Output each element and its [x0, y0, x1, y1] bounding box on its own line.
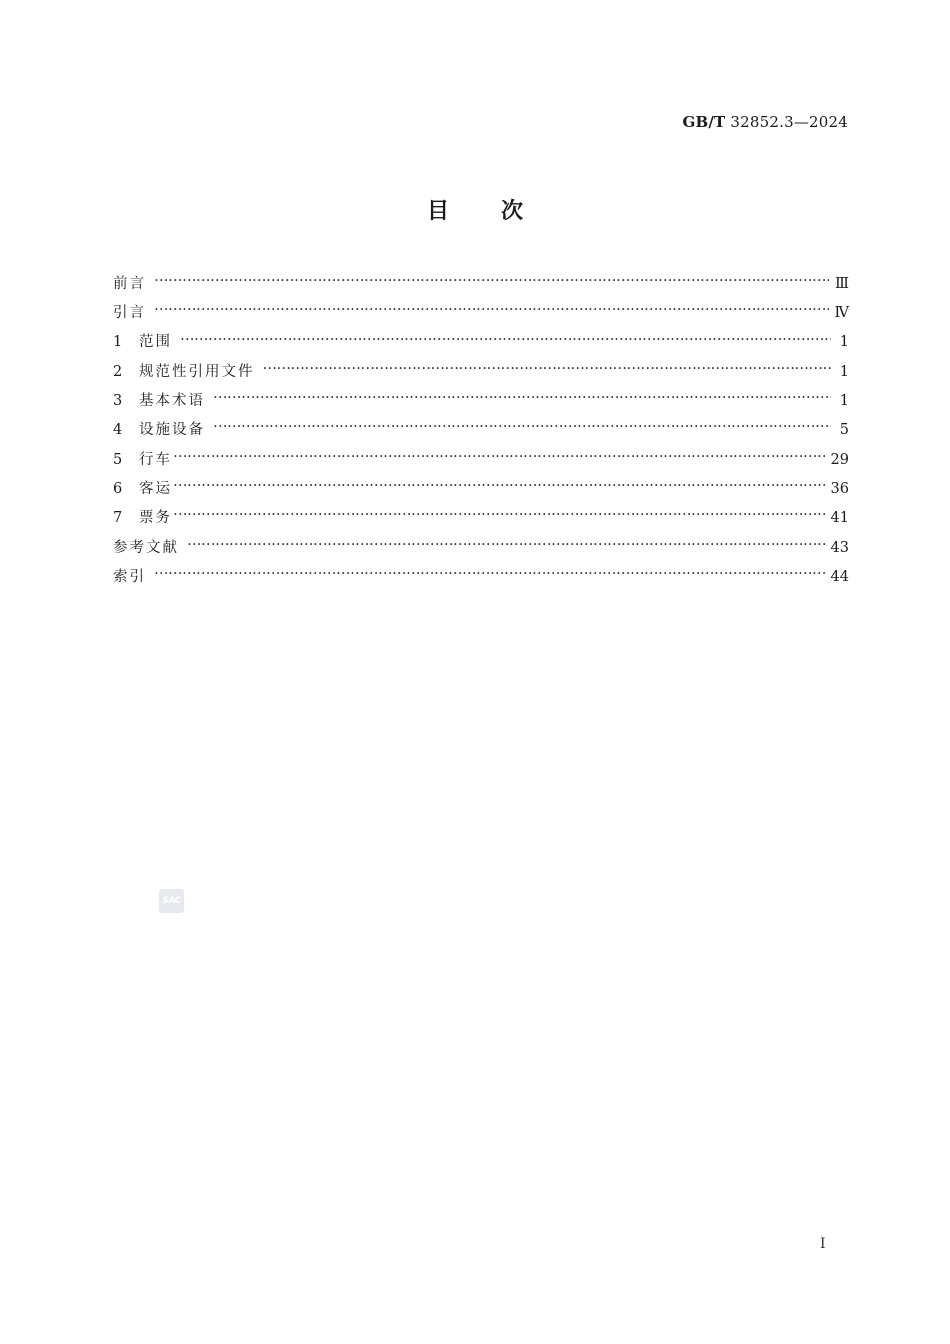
toc-dot-leader	[180, 328, 831, 347]
toc-entry-page: 29	[830, 451, 849, 468]
toc-entry-page: 1	[839, 363, 849, 380]
toc-entry-label: 规范性引用文件	[139, 363, 255, 380]
toc-entry[interactable]	[113, 445, 849, 474]
toc-entry[interactable]	[113, 562, 849, 591]
toc-entry-label: 客运	[139, 480, 172, 497]
toc-entry-number: 4	[113, 422, 123, 439]
toc-entry-label: 票务	[139, 510, 172, 527]
toc-entry-page: 44	[830, 568, 849, 585]
toc-entry-page: 41	[830, 510, 849, 527]
toc-entry-label: 前言	[113, 275, 146, 292]
toc-entry[interactable]	[113, 415, 849, 444]
toc-entry-page: 43	[830, 539, 849, 556]
toc-entry-number: 2	[113, 363, 123, 380]
toc-entry[interactable]	[113, 298, 849, 327]
toc-dot-leader	[173, 445, 825, 464]
toc-entry-label: 设施设备	[139, 422, 205, 439]
toc-entry-label: 参考文献	[113, 539, 179, 556]
toc-entry-label: 引言	[113, 305, 146, 322]
toc-dot-leader	[213, 386, 831, 405]
toc-entry-number: 5	[113, 451, 123, 468]
toc-entry[interactable]	[113, 503, 849, 532]
sac-logo: SAC	[159, 889, 184, 913]
toc-entry-number: 3	[113, 393, 123, 410]
toc-dot-leader	[173, 474, 825, 493]
standard-code	[682, 113, 848, 131]
toc-entry-page: 1	[839, 393, 849, 410]
standard-prefix: GB/T	[682, 113, 726, 131]
toc-entry[interactable]	[113, 386, 849, 415]
toc-entry-page: 1	[839, 334, 849, 351]
toc-entry-number: 7	[113, 510, 123, 527]
toc-entry[interactable]	[113, 328, 849, 357]
toc-dot-leader	[187, 533, 825, 552]
toc-entry-number: 6	[113, 480, 123, 497]
toc-dot-leader	[213, 415, 831, 434]
page-number: Ⅰ	[820, 1236, 826, 1252]
table-of-contents	[113, 269, 849, 591]
toc-entry-number: 1	[113, 334, 123, 351]
toc-dot-leader	[263, 357, 832, 376]
toc-dot-leader	[154, 269, 829, 288]
toc-entry-label: 索引	[113, 568, 146, 585]
toc-dot-leader	[173, 503, 825, 522]
toc-entry[interactable]	[113, 533, 849, 562]
toc-entry-page: 36	[830, 480, 849, 497]
toc-entry-label: 范围	[139, 334, 172, 351]
toc-entry-page: Ⅲ	[835, 275, 849, 292]
toc-entry-label: 基本术语	[139, 393, 205, 410]
toc-entry-label: 行车	[139, 451, 172, 468]
toc-dot-leader	[154, 298, 829, 317]
page-title: 目次	[426, 199, 575, 224]
toc-entry-page: Ⅳ	[834, 305, 849, 322]
toc-entry[interactable]	[113, 474, 849, 503]
toc-entry[interactable]	[113, 269, 849, 298]
toc-entry-page: 5	[839, 422, 849, 439]
toc-dot-leader	[154, 562, 825, 581]
toc-entry[interactable]	[113, 357, 849, 386]
standard-number: 32852.3—2024	[730, 113, 848, 131]
